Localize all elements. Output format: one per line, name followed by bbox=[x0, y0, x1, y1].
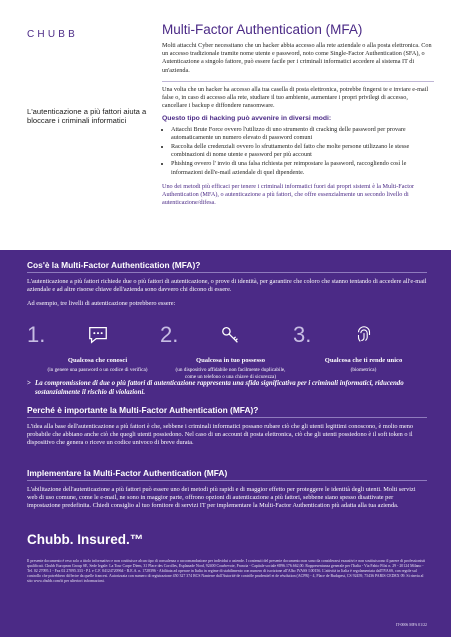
why-title: Perché è importante la Multi-Factor Authentication (MFA)? bbox=[27, 405, 259, 415]
factor-step-1 bbox=[27, 322, 160, 412]
intro-section bbox=[162, 42, 434, 212]
implement-title: Implementare la Multi-Factor Authentication (MFA) bbox=[27, 468, 228, 478]
factor-step-2 bbox=[160, 322, 293, 412]
list-item: • Phishing ovvero l' invio di una falsa richiesta per reimpostare la password, raccogliendo così le informazioni dell'e-mail aziendale di quel dipendente. bbox=[171, 160, 434, 176]
step-number: 2. bbox=[160, 322, 179, 347]
what-paragraph-2: Ad esempio, tre livelli di autenticazione potrebbero essere: bbox=[27, 300, 176, 308]
step-label: Qualcosa che conosci bbox=[67, 357, 128, 364]
chevron-right-icon: > bbox=[27, 380, 31, 387]
what-section bbox=[27, 260, 427, 309]
methods-list bbox=[162, 126, 434, 177]
purple-band bbox=[0, 250, 451, 637]
step-number: 1. bbox=[27, 322, 46, 347]
divider bbox=[27, 272, 427, 273]
document-code: IT-0006 MFA 01/22 bbox=[395, 623, 427, 627]
implement-section bbox=[27, 468, 427, 511]
legal-text: Il presente documento è reso solo a titolo informativo e non costituisce alcun tipo di consulenza o raccomandazione per individui o aziende. I contenuti del presente documento non sono da considerarsi esaustivi e non sostituiscono il parere di professionisti qualificati. Chubb European Group SE, Sede legale: La Tour Carpe Diem, 31 Place des Corolles, Esplanade Nord, 92400 Courbevoie, Francia - Capitale sociale €896.176.662,00. Rappresentanza generale per l'Italia - Via Fabio Filzi n. 29 - 20124 Milano - Tel. 02 27095.1 - Fax 02 27095.333 - P.I. e C.F. 04124720964 - R.E.A. n. 1728396 - Abilitata ad operare in Italia in regime di stabilimento con numero di iscrizione all'Albo IVASS I.00156. L'attività in Italia è regolamentata dall'IVASS, con regole sul controllo che potrebbero differire da quelle francesi. Autorizzata con numero di registrazione 450 327 374 RCS Nanterre dall'Autorité de contrôle prudentiel et de résolution (ACPR) - 4, Place de Budapest, CS 92459, 75436 PARIS CEDEX 09. Si rinvia al sito www.chubb.com/it per ulteriori informazioni. bbox=[27, 558, 426, 583]
key-icon bbox=[220, 324, 242, 346]
intro-closing: Uno dei metodi più efficaci per tenere i criminali informatici fuori dai propri sistemi è la Multi-Factor Authentication (MFA), o autenticazione a più fattori, che offre essenzialmente un secondo livello di autenticazione/difesa. bbox=[162, 182, 415, 207]
page-title: Multi-Factor Authentication (MFA) bbox=[162, 22, 363, 37]
quote-text: La compromissione di due o più fattori di autenticazione rappresenta una sfida significativa per i criminali informatici, riducendo sostanzialmente il rischio di violazioni. bbox=[35, 380, 404, 396]
step-description: (un dispositivo affidabile non facilmente duplicabile, come un telefono o una chiave di sicurezza) bbox=[175, 367, 286, 380]
footer bbox=[27, 555, 427, 627]
key-quote bbox=[27, 380, 425, 397]
step-number: 3. bbox=[293, 322, 312, 347]
methods-subheading: Questo tipo di hacking può avvenire in diversi modi: bbox=[162, 115, 332, 123]
divider bbox=[27, 417, 427, 418]
fingerprint-icon bbox=[353, 324, 375, 346]
intro-paragraph-2: Una volta che un hacker ha accesso alla tua casella di posta elettronica, potrebbe fingersi te e inviare e-mail false o, in caso di accesso alla rete, studiare il tuo ambiente, aumentare i propri privilegi di accesso, cancellare i backup e diffondere ransomware. bbox=[162, 85, 429, 110]
what-title: Cos'è la Multi-Factor Authentication (MFA)? bbox=[27, 260, 201, 270]
why-section bbox=[27, 405, 427, 448]
divider bbox=[27, 480, 427, 481]
step-label: Qualcosa che ti rende unico bbox=[324, 357, 403, 364]
list-item: • Raccolta delle credenziali ovvero lo sfruttamento del fatto che molte persone utilizzano le stesse combinazioni di nome utente e password per più account bbox=[171, 143, 434, 159]
step-label: Qualcosa in tuo possesso bbox=[195, 357, 266, 364]
chat-bubble-icon bbox=[87, 324, 109, 346]
step-description: (biometrica) bbox=[350, 367, 377, 373]
what-paragraph-1: L'autenticazione a più fattori richiede due o più fattori di autenticazione, o prove di identità, per garantire che coloro che stanno tentando di accedere all'e-mail aziendale e ad altre risorse chiave dell'azienda sono davvero chi dicono di essere. bbox=[27, 278, 427, 294]
why-paragraph: L'idea alla base dell'autenticazione a più fattori è che, sebbene i criminali informatici possano rubare ciò che gli utenti legittimi conoscono, è molto meno probabile che abbiano anche ciò che quegli utenti possiedono. Nel caso di un account di posta elettronica, ciò che gli utenti possiedono è il soft token o il dispositivo che genera o riceve un codice univoco di breve durata. bbox=[27, 423, 414, 447]
intro-paragraph-1: Molti attacchi Cyber necessitano che un hacker abbia accesso alla rete aziendale o alla posta elettronica. Con un accesso tradizionale tramite nome utente e password, noto come Single-Factor Authentication (SFA), o Autenticazione a singolo fattore, può essere facile per i criminali informatici accedere al sistema IT di un'azienda. bbox=[162, 42, 432, 74]
chubb-wordmark: Chubb. Insured.™ bbox=[27, 532, 144, 547]
chubb-logo: CHUBB bbox=[27, 29, 79, 40]
step-description: (in genere una password o un codice di verifica) bbox=[47, 367, 148, 373]
callout-text: L'autenticazione a più fattori aiuta a bloccare i criminali informatici bbox=[27, 107, 147, 126]
factor-steps bbox=[27, 322, 427, 412]
implement-paragraph: L'abilitazione dell'autenticazione a più fattori può essere uno dei metodi più rapidi e di maggior effetto per proteggere le identità degli utenti. Molti servizi web di uso comune, come le e-mail, ne sono in maggior parte, offrono opzioni di autenticazione a più fattori, sebbene siano spesso disattivate per impostazione predefinita. Chiedi consiglio al tuo fornitore di servizi IT per implementare la Multi-Factor Authentication più adatta alla tua azienda. bbox=[27, 486, 416, 510]
list-item: • Attacchi Brute Force ovvero l'utilizzo di uno strumento di cracking delle password per provare automaticamente un numero elevato di password comuni bbox=[171, 126, 434, 142]
factor-step-3 bbox=[293, 322, 426, 412]
divider bbox=[162, 81, 434, 82]
